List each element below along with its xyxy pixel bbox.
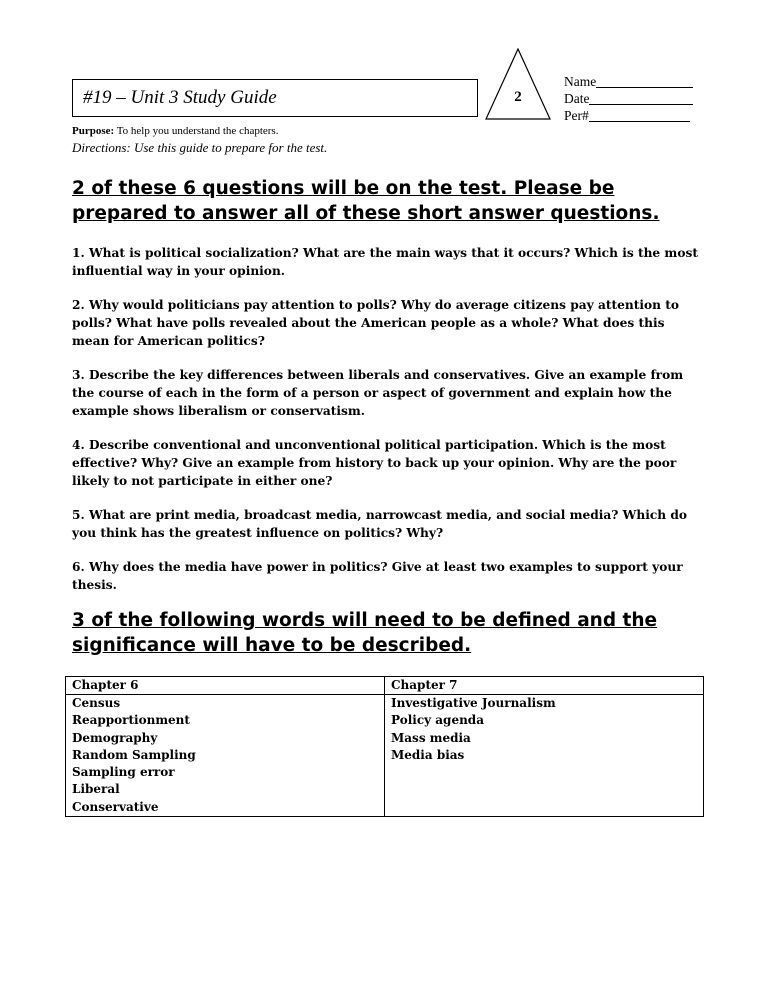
term: Media bias [391, 747, 465, 762]
short-answer-questions [72, 244, 702, 594]
date-field[interactable] [564, 90, 693, 107]
name-field-label: Name [564, 74, 597, 89]
term: Random Sampling [72, 747, 196, 762]
term: Liberal [72, 782, 120, 797]
date-blank[interactable] [589, 104, 693, 105]
student-info-fields [564, 73, 693, 124]
term: Investigative Journalism [391, 696, 556, 710]
short-answer-heading: 2 of these 6 questions will be on the test. Please be prepared to answer all of these short answer questions. [72, 178, 660, 224]
purpose-label: Purpose: [72, 125, 115, 137]
name-field[interactable] [564, 73, 693, 90]
period-blank[interactable] [589, 121, 690, 122]
chapter-6-terms [66, 695, 385, 817]
vocabulary-heading: 3 of the following words will need to be defined and the significance will have to be described. [72, 610, 658, 656]
term: Census [72, 696, 121, 710]
term: Policy agenda [391, 713, 484, 728]
name-blank[interactable] [596, 87, 693, 88]
term: Demography [72, 730, 158, 745]
period-field-label: Per# [564, 108, 589, 123]
date-field-label: Date [564, 91, 590, 106]
purpose-line [72, 125, 278, 137]
chapter-7-terms [385, 695, 704, 817]
chapter-7-header: Chapter 7 [385, 677, 704, 695]
vocabulary-header-row [66, 677, 704, 695]
term: Conservative [72, 799, 159, 814]
question-item: 6. Why does the media have power in politics? Give at least two examples to support your thesis. [72, 560, 683, 592]
directions-line: Directions: Use this guide to prepare for the test. [72, 140, 328, 155]
question-item: 3. Describe the key differences between liberals and conservatives. Give an example from the course of each in the form of a person or aspect of government and explain how the example shows liberalism or conservatism. [72, 368, 684, 418]
purpose-text: To help you understand the chapters. [114, 125, 279, 137]
question-item: 5. What are print media, broadcast media, narrowcast media, and social media? Which do you think has the greatest influence on politics? Why? [72, 508, 688, 540]
question-item: 2. Why would politicians pay attention to polls? Why do average citizens pay attention to polls? What have polls revealed about the American people as a whole? What does this mean for American politics? [72, 298, 680, 348]
term: Reapportionment [72, 713, 190, 728]
unit-triangle-icon [485, 48, 551, 120]
vocabulary-table [65, 676, 704, 817]
chapter-6-header: Chapter 6 [66, 677, 385, 695]
question-item: 4. Describe conventional and unconventional political participation. Which is the most effective? Why? Give an example from history to back up your opinion. Why are the poor likely to not participate in either one? [72, 438, 677, 488]
vocabulary-terms-row [66, 695, 704, 817]
question-item: 1. What is political socialization? What are the main ways that it occurs? Which is the most influential way in your opinion. [72, 246, 698, 278]
term: Mass media [391, 730, 471, 745]
unit-number: 2 [514, 89, 522, 105]
term: Sampling error [72, 765, 175, 780]
study-guide-title: #19 – Unit 3 Study Guide [83, 87, 277, 108]
study-guide-title-box [72, 79, 478, 117]
period-field[interactable] [564, 107, 693, 124]
